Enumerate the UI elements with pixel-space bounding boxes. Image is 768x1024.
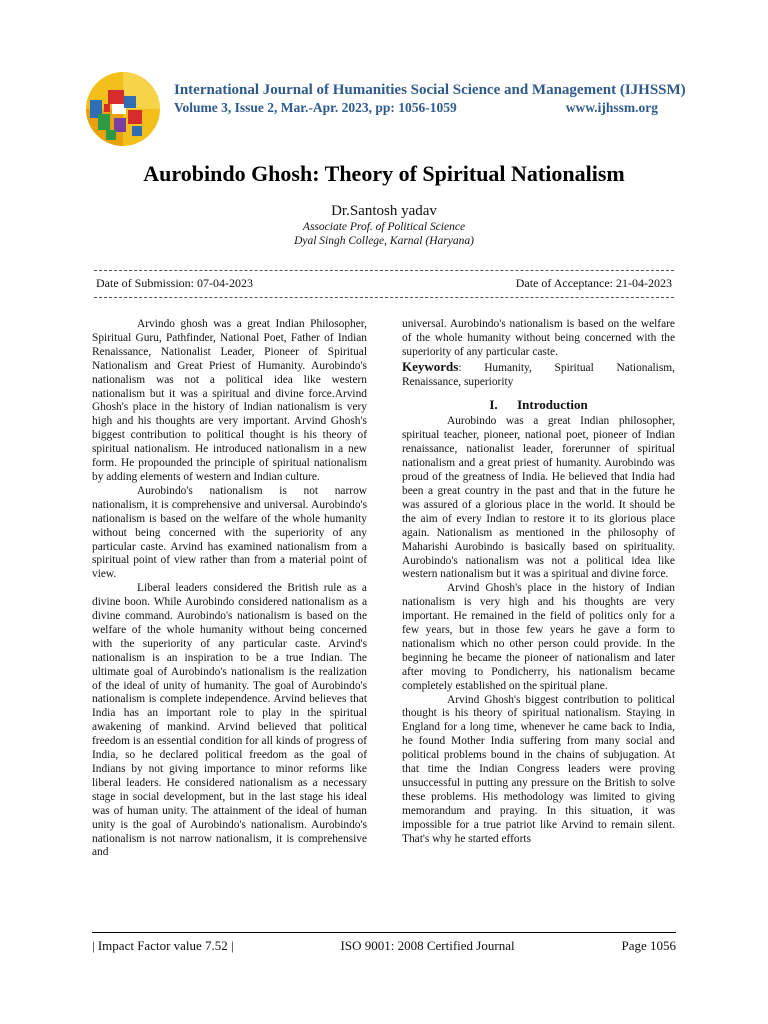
page-footer <box>92 938 676 954</box>
abstract-column-left <box>92 318 367 860</box>
paper-title: Aurobindo Ghosh: Theory of Spiritual Nationalism <box>143 161 625 186</box>
dates-row <box>96 276 672 291</box>
affiliation-college: Dyal Singh College, Karnal (Haryana) <box>294 235 474 247</box>
page-number: Page 1056 <box>621 938 676 953</box>
journal-name: International Journal of Humanities Social Science and Management (IJHSSM) <box>174 82 686 98</box>
submission-date: Date of Submission: 07-04-2023 <box>96 276 253 290</box>
impact-factor: | Impact Factor value 7.52 | <box>92 938 234 953</box>
intro-paragraph: Aurobindo was a great Indian philosopher, spiritual teacher, pioneer, national poet, pioneer of Indian renaissance, nationalist leader, forerunner of spiritual nationalism and a great priest of humanity. Aurobindo was proud of the greatness of India. He believed that India had been a great country in the past and that in the future he was assured of a glorious place in the world. It should be the aim of every Indian to restore it to its glorious place again. Nationalism as mentioned in the philosophy of Maharishi Aurobindo is basically based on spirituality. Aurobindo's nationalism was not a political idea like western nationalism but it was a spiritual and divine force. <box>402 415 675 581</box>
author-name: Dr.Santosh yadav <box>331 203 437 219</box>
footer-rule <box>92 932 676 933</box>
iso-certification: ISO 9001: 2008 Certified Journal <box>340 938 515 953</box>
acceptance-date: Date of Acceptance: 21-04-2023 <box>515 276 672 290</box>
section-heading-introduction: I. Introduction <box>489 396 588 412</box>
keywords-label: Keywords <box>402 358 459 374</box>
divider-bottom <box>94 297 674 298</box>
intro-paragraph: Arvind Ghosh's biggest contribution to political thought is his theory of spiritual nationalism. Staying in England for a long time, whenever he came back to India, he found Mother India suffering from many social and political problems bound in the chains of subjugation. At that time the Indian Congress leaders were proving unsuccessful in putting any pressure on the British to solve these problems. His methodology was limited to giving memorandum and praying. In this situation, it was impossible for a true patriot like Arvind to remain silent. That's why he started efforts <box>402 693 675 845</box>
abstract-paragraph: Arvindo ghosh was a great Indian Philosopher, Spiritual Guru, Pathfinder, National Poet, Father of Indian Renaissance, Nationalist Leader, Pioneer of Spiritual Nationalism and Great Priest of Humanity. Aurobindo's nationalism was not a political idea like western nationalism but it was a spiritual and divine force.Arvind Ghosh's place in the history of Indian nationalism is very high and his thoughts are very important. Arvind Ghosh's biggest contribution to political thought is his theory of spiritual nationalism. He introduced nationalism in a new form. He propounded the principle of spiritual nationalism by adding elements of western and Indian culture. <box>92 318 367 483</box>
issue-info: Volume 3, Issue 2, Mar.-Apr. 2023, pp: 1056-1059 <box>174 100 457 115</box>
issue-line <box>174 100 658 116</box>
keywords <box>402 360 675 390</box>
abstract-paragraph: universal. Aurobindo's nationalism is based on the welfare of the whole humanity without being concerned with the superiority of any particular caste. <box>402 318 675 358</box>
affiliation-position: Associate Prof. of Political Science <box>302 221 466 233</box>
body-column-right <box>402 318 675 847</box>
abstract-paragraph: Aurobindo's nationalism is not narrow nationalism, it is comprehensive and universal. Aurobindo's nationalism is based on the welfare of the whole humanity without being concerned with the superiority of any particular caste. Arvind has examined nationalism from a spiritual point of view rather than from a material point of view. <box>92 484 367 581</box>
abstract-paragraph: Liberal leaders considered the British rule as a divine boon. While Aurobindo considered nationalism as a divine command. Aurobindo's nationalism is based on the welfare of the whole humanity without being concerned with the superiority of any particular caste. Arvind's nationalism is an inspiration to be a true Indian. The ultimate goal of Aurobindo's nationalism is the realization of the ideal of unity of humanity. The goal of Aurobindo's nationalism is complete independence. Arvind believes that India has an important role to play in the spiritual awakening of mankind. Arvind believed that political freedom is an essential condition for all kinds of progress of India, so he declared political freedom as the goal of Indians by not giving importance to minor reforms like liberal leaders. He considered nationalism as a necessary stage in social development, but in the last stage his ideal was of human unity. The attainment of the ideal of human unity is the goal of Aurobindo's nationalism. Aurobindo's nationalism is not narrow nationalism, it is comprehensive and <box>92 582 367 859</box>
journal-website-link[interactable]: www.ijhssm.org <box>565 100 658 115</box>
intro-paragraph: Arvind Ghosh's place in the history of Indian nationalism is very high and his thoughts are very important. He remained in the field of politics only for a few years, but in those few years he gave a form to nationalism which no other person could provide. In the beginning he became the pioneer of nationalism and later after moving to Pondicherry, his nationalism became completely established on the spiritual plane. <box>402 582 675 692</box>
divider-top <box>94 270 674 271</box>
keywords-text: : Humanity, Spiritual Nationalism, Renaissance, superiority <box>402 361 675 388</box>
ijhssm-logo-icon <box>84 70 162 148</box>
